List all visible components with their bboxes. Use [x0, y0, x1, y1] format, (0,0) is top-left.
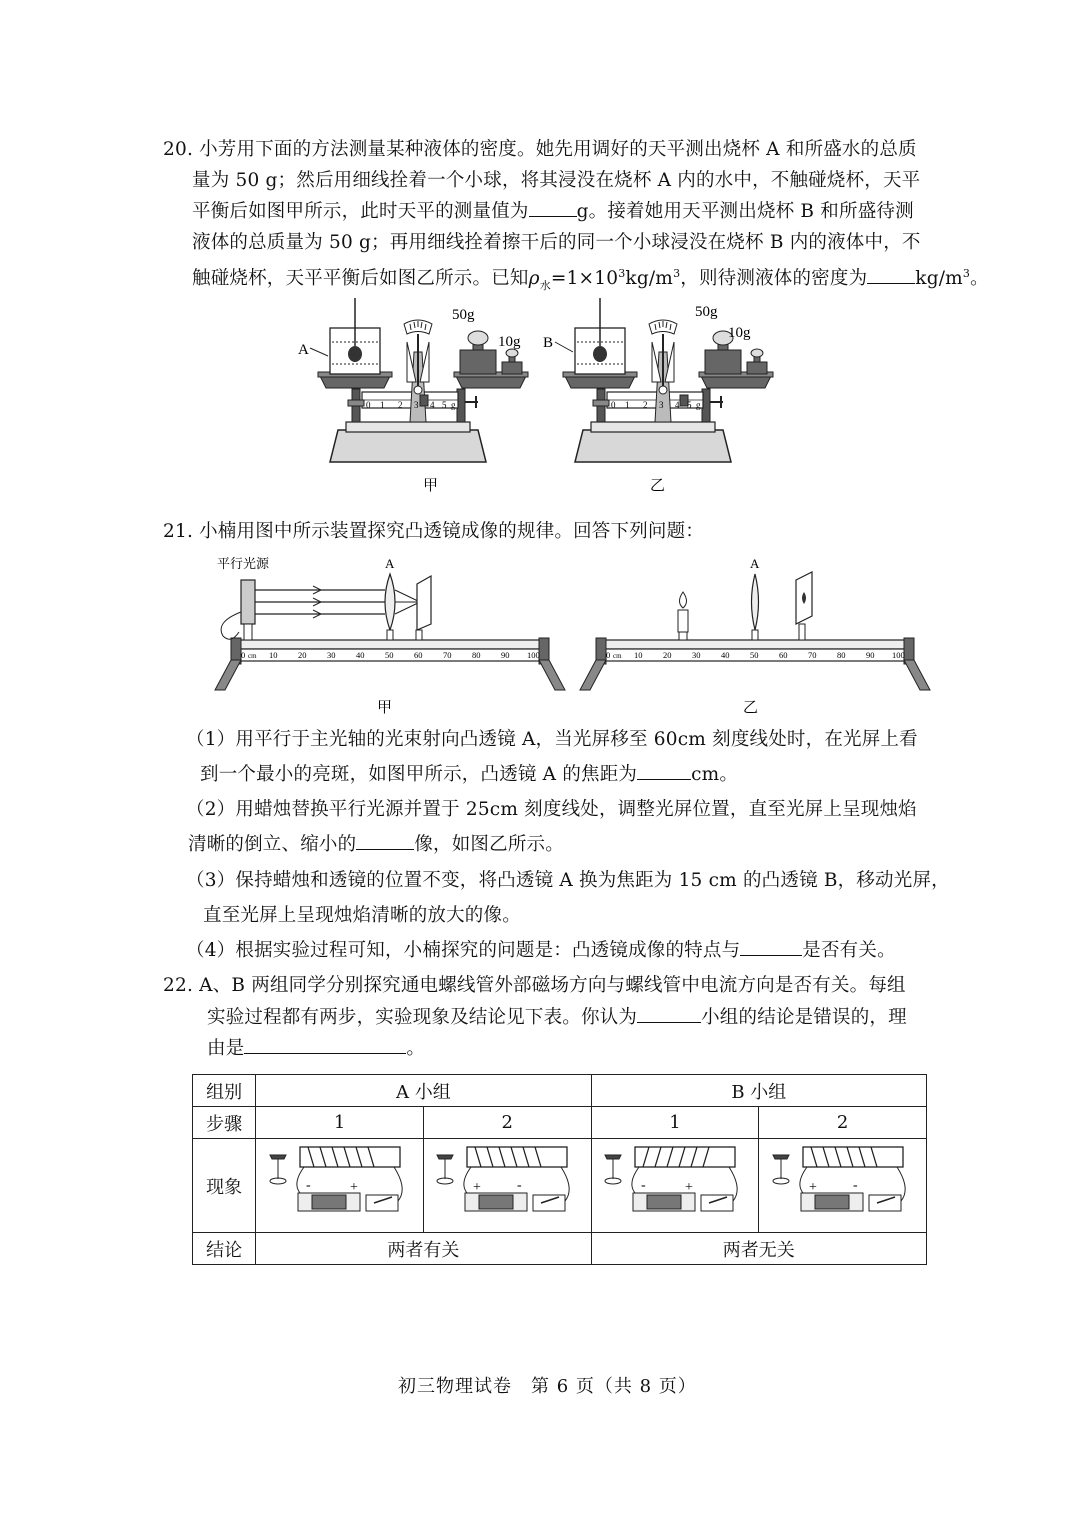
q20-exp-2: 3 [673, 267, 681, 280]
table-header-conclusion: 结论 [193, 1233, 256, 1265]
svg-text:90: 90 [501, 650, 510, 660]
balance-yi [563, 298, 773, 462]
svg-text:10: 10 [269, 650, 278, 660]
q20-answer-blank-2[interactable] [867, 265, 915, 284]
svg-text:60: 60 [414, 650, 423, 660]
svg-text:1: 1 [625, 400, 630, 410]
optical-bench-yi [580, 556, 930, 690]
caption-jia-q21: 甲 [377, 700, 393, 716]
battery-sign-b2-left: + [808, 1180, 817, 1195]
svg-text:g: g [696, 400, 701, 410]
battery-sign-b1-right: + [684, 1180, 693, 1195]
svg-text:5: 5 [687, 400, 692, 410]
q21-p4-text-a: （4）根据实验过程可知，小楠探究的问题是：凸透镜成像的特点与 [186, 940, 741, 961]
table-step-b1: 1 [591, 1107, 759, 1139]
svg-text:3: 3 [414, 400, 419, 410]
svg-text:60: 60 [779, 650, 788, 660]
q20-line1: 20. 小芳用下面的方法测量某种液体的密度。她先用调好的天平测出烧杯 A 和所盛水的总质 [163, 139, 917, 160]
q22-line2-text-b: 小组的结论是错误的，理 [701, 1007, 907, 1028]
caption-yi-q20: 乙 [650, 478, 666, 494]
table-step-b2: 2 [759, 1107, 927, 1139]
svg-text:cm: cm [248, 652, 257, 660]
solenoid-a2-figure [425, 1139, 589, 1227]
svg-text:90: 90 [866, 650, 875, 660]
table-header-group: 组别 [193, 1075, 256, 1107]
battery-sign-a2-right: - [517, 1178, 522, 1193]
balance-jia [318, 298, 528, 462]
table-header-phenomenon: 现象 [193, 1139, 256, 1233]
svg-text:10: 10 [634, 650, 643, 660]
page-footer: 初三物理试卷 第 6 页（共 8 页） [398, 1376, 697, 1397]
q22-line2-text-a: 实验过程都有两步，实验现象及结论见下表。你认为 [207, 1007, 638, 1028]
q20-line2: 量为 50 g；然后用细线拴着一个小球，将其浸没在烧杯 A 内的水中，不触碰烧杯，天平 [192, 170, 921, 191]
beaker-label-b: B [543, 335, 554, 351]
phenomenon-b2 [759, 1139, 927, 1233]
lens-label-jia: A [385, 556, 395, 571]
q21-p1-line2 [200, 760, 738, 791]
svg-text:3: 3 [659, 400, 664, 410]
q21-p4-text-b: 是否有关。 [802, 940, 896, 961]
svg-text:0: 0 [611, 400, 616, 410]
q22-answer-blank-2[interactable] [244, 1035, 406, 1054]
svg-text:80: 80 [837, 650, 846, 660]
svg-text:20: 20 [298, 650, 307, 660]
battery-sign-a1-left: - [305, 1178, 311, 1193]
solenoid-b1-figure [593, 1139, 757, 1227]
beaker-label-a: A [298, 342, 309, 358]
svg-text:4: 4 [675, 400, 680, 410]
q21-answer-blank-2[interactable] [356, 831, 414, 850]
solenoid-a1-figure [258, 1139, 422, 1227]
table-header-group-a: A 小组 [256, 1075, 591, 1107]
q21-answer-blank-1[interactable] [637, 761, 691, 780]
caption-yi-q21: 乙 [743, 700, 759, 716]
battery-sign-a2-left: + [473, 1180, 482, 1195]
svg-text:20: 20 [663, 650, 672, 660]
q20-line5-text-a: 触碰烧杯，天平平衡后如图乙所示。已知 [192, 268, 529, 290]
q21-p1-text-a: 到一个最小的亮斑，如图甲所示，凸透镜 A 的焦距为 [200, 764, 638, 785]
svg-text:40: 40 [356, 650, 365, 660]
svg-text:50: 50 [750, 650, 759, 660]
lens-label-yi: A [750, 556, 760, 571]
svg-text:cm: cm [613, 652, 622, 660]
svg-text:70: 70 [808, 650, 817, 660]
svg-text:50: 50 [385, 650, 394, 660]
battery-sign-b1-left: - [640, 1178, 646, 1193]
conclusion-b: 两者无关 [591, 1233, 926, 1265]
svg-text:40: 40 [721, 650, 730, 660]
svg-text:30: 30 [327, 650, 336, 660]
weight-label-50g-left: 50g [452, 307, 475, 323]
q21-p1-line1: （1）用平行于主光轴的光束射向凸透镜 A，当光屏移至 60cm 刻度线处时，在光屏上看 [186, 729, 918, 750]
svg-text:70: 70 [443, 650, 452, 660]
svg-text:0: 0 [366, 400, 371, 410]
svg-text:2: 2 [398, 400, 403, 410]
phenomenon-a1 [256, 1139, 424, 1233]
q22-line3-text-b: 。 [406, 1038, 426, 1059]
q21-answer-blank-3[interactable] [740, 937, 802, 956]
q20-exp-1: 3 [618, 267, 626, 280]
q21-p2-text-a: 清晰的倒立、缩小的 [188, 834, 357, 855]
q21-p3-line1: （3）保持蜡烛和透镜的位置不变，将凸透镜 A 换为焦距为 15 cm 的凸透镜 B，移动光屏， [186, 870, 950, 891]
svg-text:2: 2 [643, 400, 648, 410]
q21-p4 [186, 936, 896, 967]
conclusion-a: 两者有关 [256, 1233, 591, 1265]
q21-p2-text-b: 像，如图乙所示。 [414, 834, 564, 855]
balance-figures [290, 292, 790, 497]
q22-table [192, 1074, 927, 1265]
solenoid-b2-figure [761, 1139, 925, 1227]
caption-jia-q20: 甲 [423, 478, 439, 494]
svg-text:0: 0 [606, 650, 611, 660]
q22-line1: 22. A、B 两组同学分别探究通电螺线管外部磁场方向与螺线管中电流方向是否有关。每组 [163, 975, 906, 996]
q22-answer-blank-1[interactable] [637, 1004, 701, 1023]
q22-line3-text-a: 由是 [207, 1038, 245, 1059]
q20-line5-text-c: kg/m [625, 268, 674, 290]
weight-label-10g-right: 10g [728, 325, 751, 341]
q20-exp-3: 3 [962, 267, 971, 280]
optical-bench-jia [215, 556, 565, 690]
q20-answer-blank-1[interactable] [529, 198, 577, 217]
q21-p3-line2: 直至光屏上呈现烛焰清晰的放大的像。 [203, 905, 521, 926]
weight-label-50g-right: 50g [695, 304, 718, 320]
rho-symbol: ρ [528, 268, 540, 290]
q21-p2-line1: （2）用蜡烛替换平行光源并置于 25cm 刻度线处，调整光屏位置，直至光屏上呈现烛焰 [186, 799, 917, 820]
q20-line3-text-a: 平衡后如图甲所示，此时天平的测量值为 [192, 201, 529, 222]
svg-text:0: 0 [241, 650, 246, 660]
battery-sign-b2-right: - [852, 1178, 858, 1193]
q22-line3 [207, 1034, 425, 1065]
light-source-label: 平行光源 [217, 556, 270, 571]
phenomenon-a2 [423, 1139, 591, 1233]
svg-text:100: 100 [527, 650, 540, 660]
svg-text:5: 5 [442, 400, 447, 410]
table-step-a1: 1 [256, 1107, 424, 1139]
q20-line5-text-d: ，则待测液体的密度为 [680, 268, 868, 290]
svg-text:g: g [451, 400, 456, 410]
phenomenon-b1 [591, 1139, 759, 1233]
q20-line5-text-b: =1×10 [550, 268, 619, 290]
table-step-a2: 2 [423, 1107, 591, 1139]
svg-text:100: 100 [892, 650, 905, 660]
rho-subscript: 水 [539, 278, 551, 292]
q20-line3 [192, 197, 914, 228]
q21-stem: 21. 小楠用图中所示装置探究凸透镜成像的规律。回答下列问题： [163, 521, 705, 542]
q20-line5-text-f: 。 [970, 268, 989, 290]
svg-text:4: 4 [430, 400, 435, 410]
svg-text:80: 80 [472, 650, 481, 660]
q20-line4: 液体的总质量为 50 g；再用细线拴着擦干后的同一个小球浸没在烧杯 B 内的液体中，不 [192, 232, 921, 253]
table-header-group-b: B 小组 [591, 1075, 926, 1107]
table-header-step: 步骤 [193, 1107, 256, 1139]
q21-p1-text-b: cm。 [691, 764, 739, 785]
battery-sign-a1-right: + [349, 1180, 358, 1195]
lens-experiment-figures [205, 552, 945, 717]
svg-text:1: 1 [380, 400, 385, 410]
q22-line2 [207, 1003, 907, 1034]
q20-line5-text-e: kg/m [915, 268, 963, 290]
svg-text:30: 30 [692, 650, 701, 660]
q20-line3-text-b: g。接着她用天平测出烧杯 B 和所盛待测 [576, 201, 914, 222]
weight-label-10g-left: 10g [498, 334, 521, 350]
q21-p2-line2 [188, 830, 564, 861]
